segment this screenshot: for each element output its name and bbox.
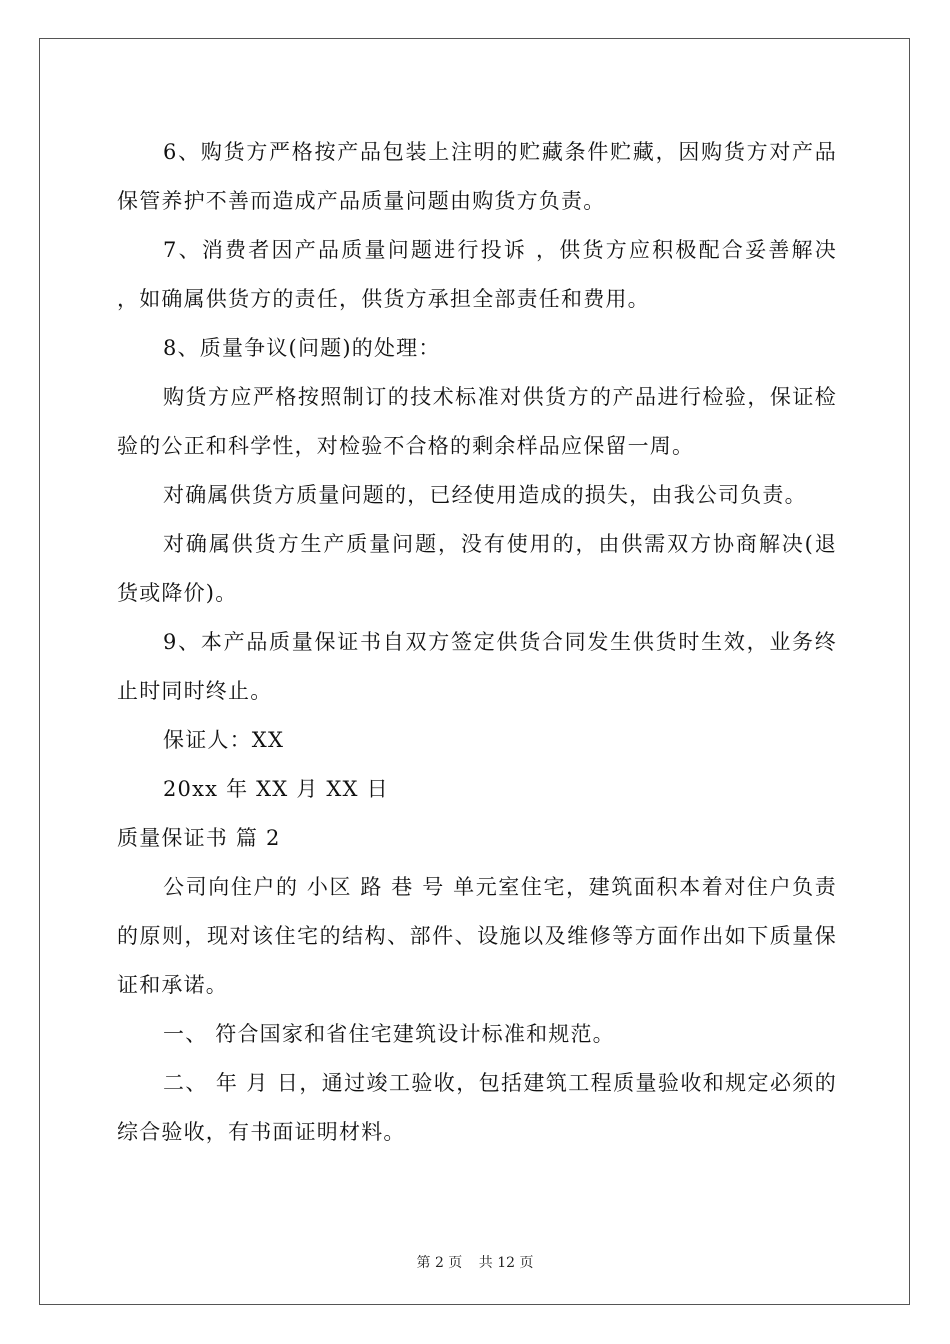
paragraph-intro-2: 公司向住户的 小区 路 巷 号 单元室住宅，建筑面积本着对住户负责的原则，现对该住宅的结构、部件、设施以及维修等方面作出如下质量保证和承诺。: [117, 875, 837, 997]
section-heading: 质量保证书 篇 2: [117, 826, 281, 850]
paragraph-item-1: 一、 符合国家和省住宅建筑设计标准和规范。: [163, 1022, 615, 1046]
paragraph-6: 6、购货方严格按产品包装上注明的贮藏条件贮藏，因购货方对产品保管养护不善而造成产品质量问题由购货方负责。: [117, 140, 837, 213]
paragraph-9: 9、本产品质量保证书自双方签定供货合同发生供货时生效，业务终止时同时终止。: [117, 630, 837, 703]
paragraph-inspection: 购货方应严格按照制订的技术标准对供货方的产品进行检验，保证检验的公正和科学性，对检验不合格的剩余样品应保留一周。: [117, 385, 837, 458]
guarantor-line: 保证人：XX: [163, 728, 285, 752]
document-body: [117, 128, 837, 1157]
paragraph-loss: 对确属供货方质量问题的，已经使用造成的损失，由我公司负责。: [163, 483, 807, 507]
page-number: 第 2 页: [416, 1255, 463, 1271]
page-footer: [0, 1252, 950, 1272]
paragraph-negotiation: 对确属供货方生产质量问题，没有使用的，由供需双方协商解决(退货或降价)。: [117, 532, 837, 605]
date-line: 20xx 年 XX 月 XX 日: [163, 777, 389, 801]
paragraph-7: 7、消费者因产品质量问题进行投诉 ，供货方应积极配合妥善解决 ，如确属供货方的责任，供货方承担全部责任和费用。: [117, 238, 837, 311]
paragraph-item-2: 二、 年 月 日，通过竣工验收，包括建筑工程质量验收和规定必须的综合验收，有书面证明材料。: [117, 1071, 837, 1144]
page-total: 共 12 页: [478, 1255, 534, 1271]
paragraph-8: 8、质量争议(问题)的处理：: [163, 336, 441, 360]
